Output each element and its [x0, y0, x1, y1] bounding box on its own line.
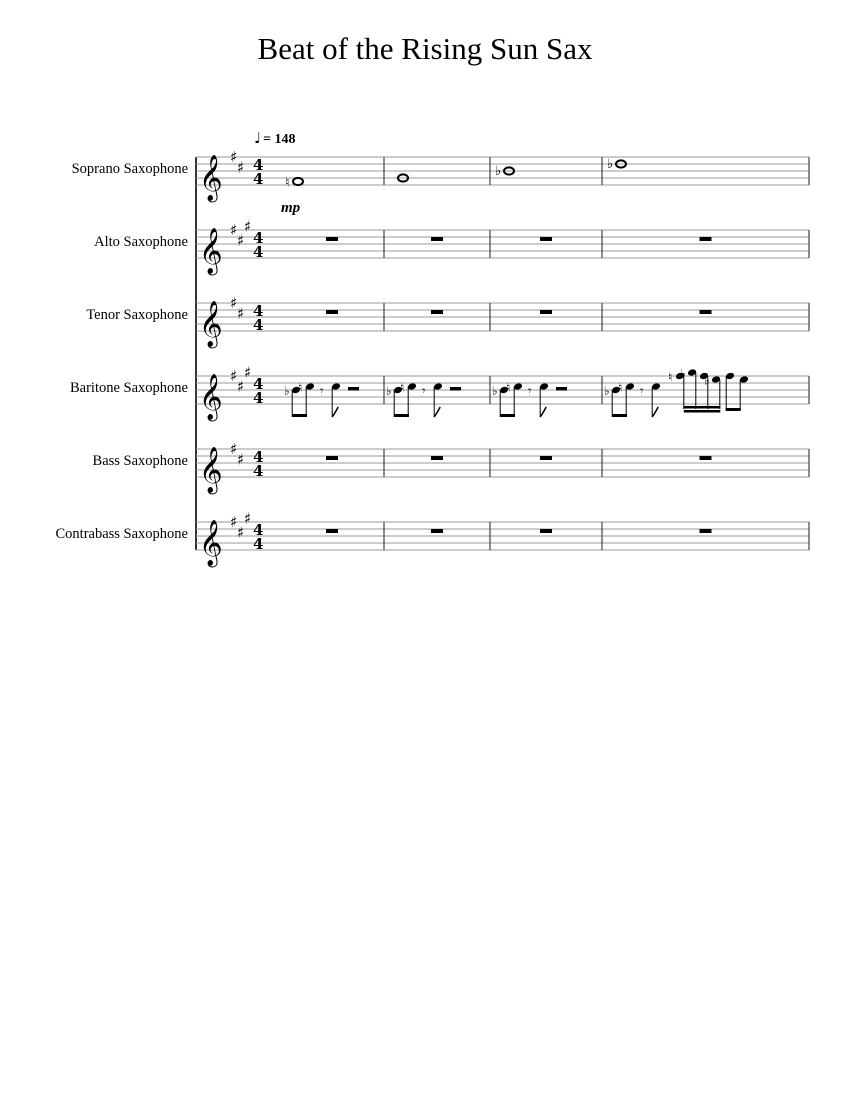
whole-rest-icon [431, 529, 443, 533]
time-signature-top: 4 [253, 302, 264, 320]
whole-rest-icon [700, 310, 712, 314]
time-signature-top: 4 [253, 229, 264, 247]
flat-icon: ♭ [386, 384, 392, 398]
flat-icon: ♭ [492, 384, 498, 398]
flat-icon: ♭ [680, 366, 686, 381]
beam [612, 414, 627, 417]
sharp-icon: ♯ [230, 440, 238, 458]
time-signature-bottom: 4 [253, 316, 264, 334]
natural-icon: ♮ [506, 380, 511, 395]
note-flag [332, 407, 338, 417]
note-flag [434, 407, 440, 417]
beam [684, 406, 721, 409]
whole-rest-icon [431, 237, 443, 241]
time-signature-bottom: 4 [253, 389, 264, 407]
instrument-name-alto: Alto Saxophone [94, 234, 188, 250]
natural-icon: ♮ [618, 380, 623, 395]
time-signature-bottom: 4 [253, 462, 264, 480]
sharp-icon: ♯ [244, 217, 252, 236]
time-signature-top: 4 [253, 448, 264, 466]
instrument-name-soprano: Soprano Saxophone [71, 161, 188, 177]
whole-rest-icon [700, 529, 712, 533]
flat-icon: ♭ [495, 164, 502, 179]
flat-icon: ♭ [607, 157, 614, 172]
staff-tenor-saxophone [196, 294, 809, 349]
natural-icon: ♮ [668, 370, 673, 384]
whole-rest-icon [326, 456, 338, 460]
score-title: Beat of the Rising Sun Sax [257, 31, 593, 66]
staff-contrabass-saxophone [196, 510, 809, 569]
eighth-rest-icon: 𝄾 [422, 384, 426, 399]
flat-icon: ♭ [704, 373, 710, 388]
half-rest-icon [556, 387, 567, 391]
beam [292, 414, 307, 417]
treble-clef-icon: 𝄞 [199, 228, 223, 274]
natural-icon: ♮ [285, 175, 290, 191]
sharp-icon: ♯ [230, 294, 238, 312]
treble-clef-icon: 𝄞 [199, 155, 223, 201]
natural-icon: ♮ [298, 380, 303, 395]
treble-clef-icon: 𝄞 [199, 447, 223, 493]
sharp-icon: ♯ [237, 304, 245, 323]
sharp-icon: ♯ [237, 523, 245, 542]
dynamic-marking: mp [281, 200, 301, 216]
flat-icon: ♭ [604, 384, 610, 398]
note-flag [540, 407, 546, 417]
eighth-rest-icon: 𝄾 [528, 384, 532, 399]
beam [394, 414, 409, 417]
staff-soprano-saxophone [196, 148, 809, 203]
whole-rest-icon [540, 456, 552, 460]
instrument-name-contrabass: Contrabass Saxophone [55, 526, 188, 542]
sharp-icon: ♯ [237, 377, 245, 396]
whole-rest-icon [540, 237, 552, 241]
eighth-rest-icon: 𝄾 [640, 384, 644, 399]
sharp-icon: ♯ [237, 158, 245, 177]
treble-clef-icon: 𝄞 [199, 301, 223, 347]
time-signature-top: 4 [253, 375, 264, 393]
instrument-name-bass: Bass Saxophone [92, 453, 188, 469]
half-rest-icon [450, 387, 461, 391]
time-signature-bottom: 4 [253, 535, 264, 553]
whole-rest-icon [431, 456, 443, 460]
whole-rest-icon [326, 310, 338, 314]
staff-alto-saxophone [196, 218, 809, 277]
whole-rest-icon [700, 456, 712, 460]
time-signature-top: 4 [253, 521, 264, 539]
whole-rest-icon [540, 310, 552, 314]
half-rest-icon [348, 387, 359, 391]
sharp-icon: ♯ [244, 509, 252, 528]
treble-clef-icon: 𝄞 [199, 374, 223, 420]
treble-clef-icon: 𝄞 [199, 520, 223, 566]
natural-icon: ♮ [400, 380, 405, 395]
flat-icon: ♭ [284, 384, 290, 398]
beam [500, 414, 515, 417]
instrument-name-tenor: Tenor Saxophone [86, 307, 188, 323]
whole-note [293, 178, 303, 185]
sharp-icon: ♯ [230, 367, 238, 385]
whole-rest-icon [700, 237, 712, 241]
staff-bass-saxophone [196, 440, 809, 495]
time-signature-top: 4 [253, 156, 264, 174]
sharp-icon: ♯ [237, 231, 245, 250]
beam [684, 410, 721, 413]
tempo-text: = 148 [263, 132, 296, 147]
whole-rest-icon [326, 529, 338, 533]
whole-rest-icon [540, 529, 552, 533]
eighth-rest-icon: 𝄾 [320, 384, 324, 399]
whole-rest-icon [326, 237, 338, 241]
time-signature-bottom: 4 [253, 243, 264, 261]
sharp-icon: ♯ [230, 148, 238, 166]
instrument-name-baritone: Baritone Saxophone [70, 380, 188, 396]
note-flag [652, 407, 658, 417]
sharp-icon: ♯ [230, 513, 238, 531]
staff-baritone-saxophone [196, 364, 809, 423]
sharp-icon: ♯ [244, 363, 252, 382]
sharp-icon: ♯ [230, 221, 238, 239]
sharp-icon: ♯ [237, 450, 245, 469]
quarter-note-icon: ♩ [254, 129, 262, 147]
whole-rest-icon [431, 310, 443, 314]
beam [726, 408, 741, 411]
time-signature-bottom: 4 [253, 170, 264, 188]
